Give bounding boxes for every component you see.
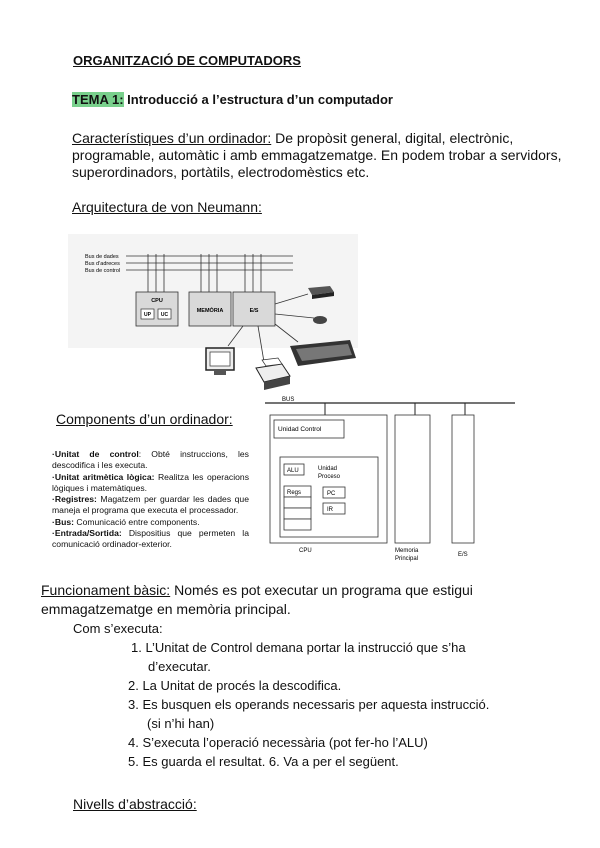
register-slot	[284, 519, 311, 530]
caracteristiques-text: De propòsit general, digital, electrònic, programable, automàtic i amb emmagatzematge. En podem trobar a servidors, superordinadors, portàtils, electrodomèstics etc.	[72, 130, 562, 180]
es-caption: E/S	[458, 552, 468, 558]
monitor-icon	[206, 348, 234, 375]
component-item	[52, 449, 249, 472]
component-term: ·Unitat aritmètica lògica:	[52, 471, 155, 482]
page-title: ORGANITZACIÓ DE COMPUTADORS	[73, 53, 301, 68]
cpu-label: CPU	[151, 298, 163, 304]
step-2: 2. La Unitat de procés la descodifica.	[128, 678, 342, 693]
step-1-cont: d’executar.	[148, 659, 211, 674]
com-sexecuta: Com s’executa:	[73, 621, 163, 636]
component-term: ·Registres:	[52, 494, 97, 505]
register-slot	[284, 497, 311, 508]
component-desc: Realitza les operacions lògiques i matemàtiques.	[52, 471, 249, 493]
es-label: E/S	[249, 308, 259, 314]
up-label: UP	[144, 312, 151, 318]
printer-icon	[256, 358, 290, 390]
cpu-caption: CPU	[299, 548, 312, 554]
von-neumann-heading: Arquitectura de von Neumann:	[72, 199, 262, 215]
step-5-6: 5. Es guarda el resultat. 6. Va a per el següent.	[128, 754, 399, 769]
bus-label-control: Bus de control	[85, 268, 121, 274]
memoria-caption-1: Memoria	[395, 548, 419, 554]
component-term: ·Entrada/Sortida:	[52, 528, 122, 539]
memoria-caption-2: Principal	[395, 556, 419, 562]
ir-label: IR	[327, 507, 333, 513]
unidad-proceso-label-2: Proceso	[318, 474, 341, 480]
unidad-control-label: Unidad Control	[278, 426, 322, 433]
von-neumann-diagram	[68, 234, 358, 392]
tema-title: Introducció a l’estructura d’un computador	[123, 92, 393, 107]
step-4: 4. S’executa l’operació necessària (pot fer-ho l’ALU)	[128, 735, 428, 750]
bus-label-data: Bus de dades	[85, 254, 119, 260]
unidad-proceso-label-1: Unidad	[318, 466, 338, 472]
bus-label-address: Bus d’adreces	[85, 261, 120, 267]
funcionament-paragraph	[41, 581, 561, 619]
component-item	[52, 472, 249, 495]
component-desc: : Obté instruccions, les descodifica i les executa.	[52, 449, 249, 471]
nivells-heading: Nivells d’abstracció:	[73, 796, 197, 812]
components-heading: Components d’un ordinador:	[56, 411, 233, 427]
cpu-diagram	[265, 390, 515, 570]
pc-label: PC	[327, 491, 336, 497]
memoria-principal-box	[395, 415, 430, 543]
caracteristiques-paragraph	[72, 130, 572, 181]
tema-heading	[72, 92, 393, 108]
component-term: ·Bus:	[52, 516, 74, 527]
uc-label: UC	[160, 312, 169, 318]
es-box	[452, 415, 474, 543]
component-term: ·Unitat de control	[52, 449, 139, 459]
component-desc: Magatzem per guardar les dades que maneja el programa que executa el processador.	[52, 494, 249, 516]
funcionament-heading: Funcionament bàsic:	[41, 582, 171, 598]
mouse-icon	[313, 316, 327, 324]
regs-label: Regs	[287, 490, 302, 496]
component-item	[52, 517, 249, 528]
alu-label: ALU	[287, 468, 299, 474]
caracteristiques-heading: Característiques d’un ordinador:	[72, 130, 272, 146]
components-list	[52, 449, 249, 551]
funcionament-text: Només es pot executar un programa que estigui emmagatzematge en memòria principal.	[41, 582, 473, 617]
component-desc: Dispositius que permeten la comunicació ordinador-exterior.	[52, 528, 249, 550]
component-item	[52, 528, 249, 551]
register-slot	[284, 508, 311, 519]
component-item	[52, 494, 249, 517]
bus-label: BUS	[282, 397, 295, 403]
component-desc: Comunicació entre components.	[73, 516, 200, 527]
step-3: 3. Es busquen els operands necessaris per aquesta instrucció.	[128, 697, 490, 712]
step-1: 1. L’Unitat de Control demana portar la instrucció que s’ha	[131, 640, 466, 655]
tema-label: TEMA 1:	[72, 92, 124, 107]
step-3-cont: (si n’hi han)	[147, 716, 215, 731]
memoria-label: MEMÒRIA	[196, 308, 224, 314]
